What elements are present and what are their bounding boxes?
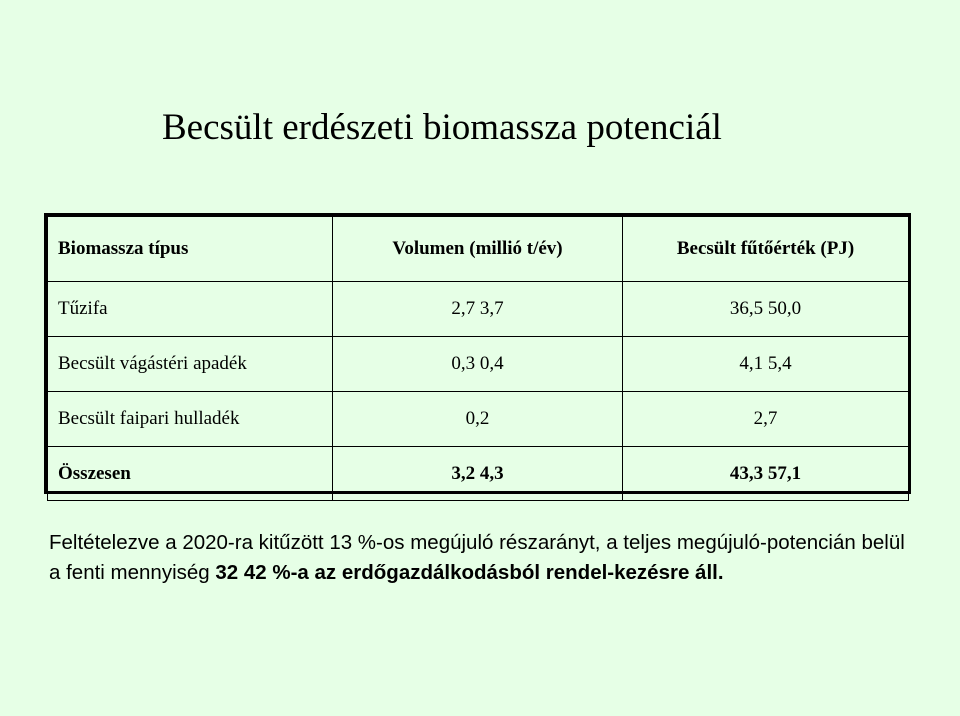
header-volume: Volumen (millió t/év) (333, 217, 623, 282)
footnote-highlight: 32 42 %-a az erdőgazdálkodásból rendel-kezésre áll. (215, 561, 724, 584)
table-row (48, 392, 909, 447)
biomass-table-grid (47, 216, 909, 501)
total-heating-value: 43,3 57,1 (623, 447, 909, 501)
row-heating-value: 36,5 50,0 (623, 282, 909, 337)
table-total-row (48, 447, 909, 501)
row-heating-value: 4,1 5,4 (623, 337, 909, 392)
row-volume: 0,3 0,4 (333, 337, 623, 392)
total-label: Összesen (48, 447, 333, 501)
header-heating-value: Becsült fűtőérték (PJ) (623, 217, 909, 282)
biomass-table (44, 213, 911, 494)
row-label: Tűzifa (48, 282, 333, 337)
slide-title: Becsült erdészeti biomassza potenciál (162, 107, 722, 148)
total-volume: 3,2 4,3 (333, 447, 623, 501)
footnote-text: Feltételezve a 2020-ra kitűzött 13 %-os megújuló részarányt, a teljes megújuló-potencián belül a fenti mennyiség (49, 531, 905, 584)
table-row (48, 337, 909, 392)
row-volume: 0,2 (333, 392, 623, 447)
row-label: Becsült vágástéri apadék (48, 337, 333, 392)
row-label: Becsült faipari hulladék (48, 392, 333, 447)
table-header-row (48, 217, 909, 282)
header-biomass-type: Biomassza típus (48, 217, 333, 282)
table-row (48, 282, 909, 337)
row-volume: 2,7 3,7 (333, 282, 623, 337)
row-heating-value: 2,7 (623, 392, 909, 447)
footnote (49, 528, 919, 588)
